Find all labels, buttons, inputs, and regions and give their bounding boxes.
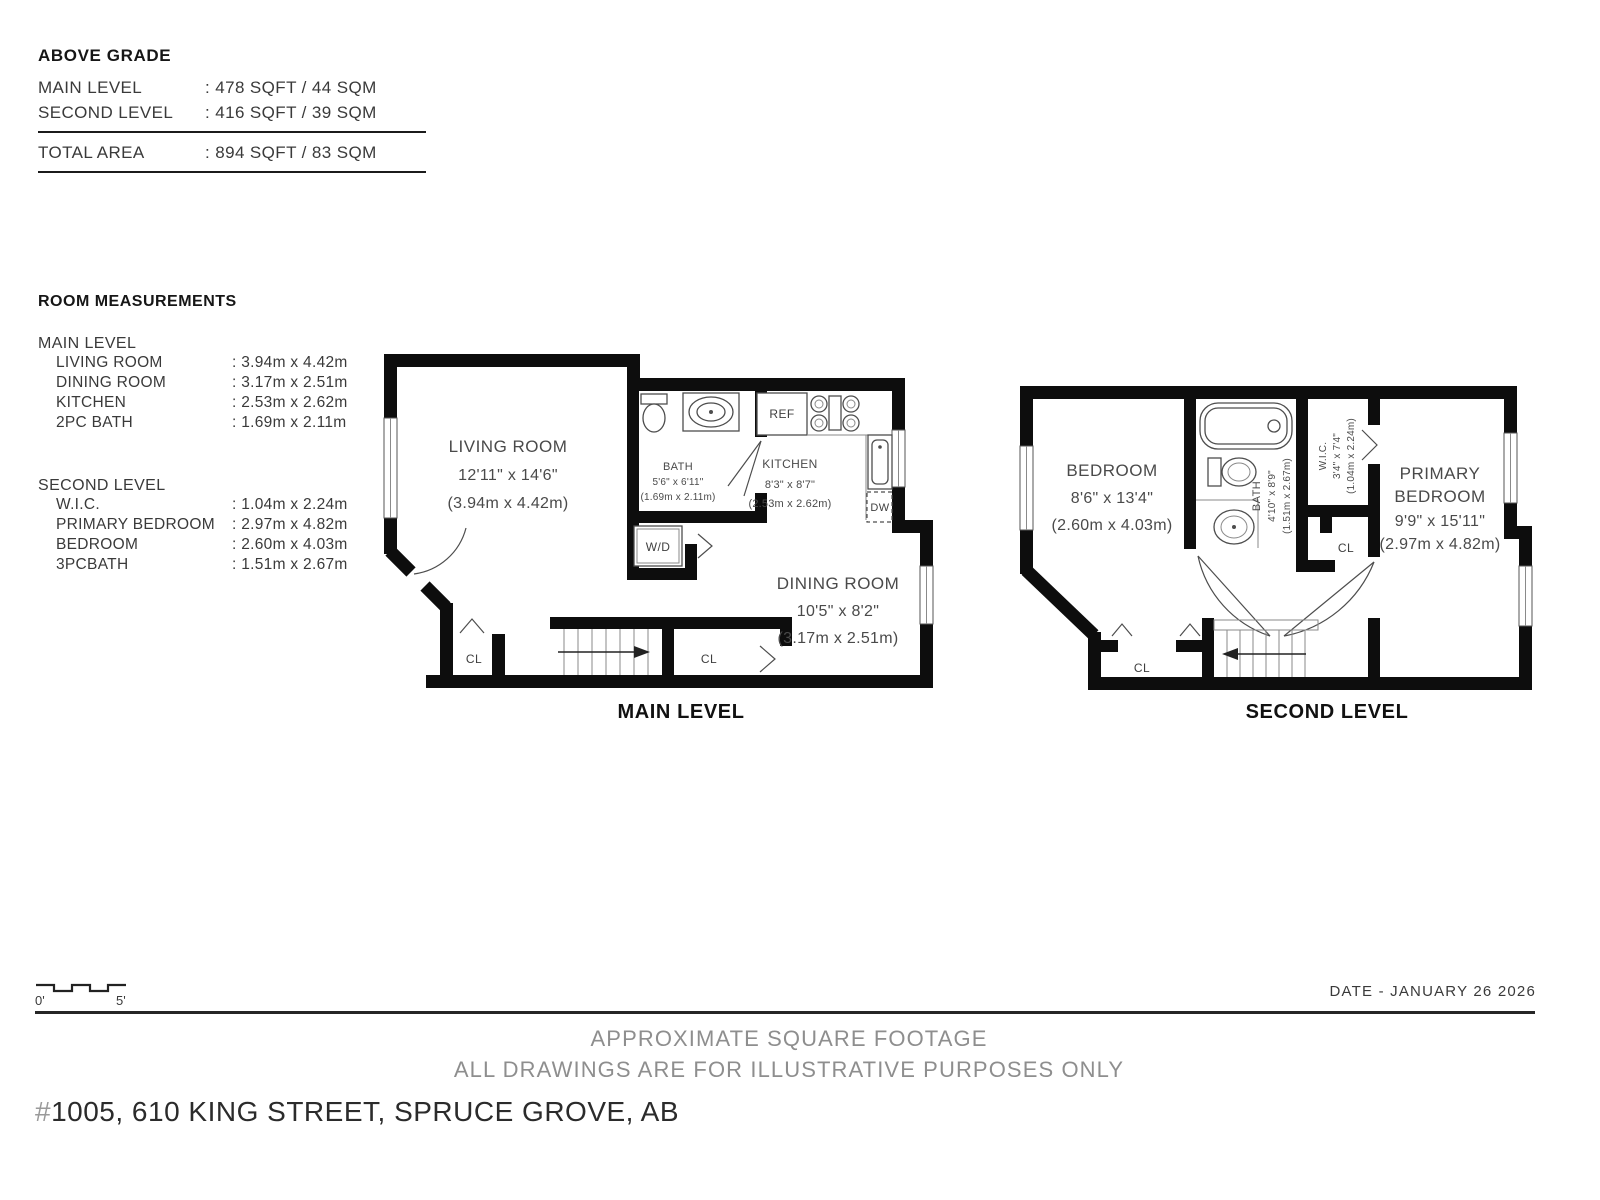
main-level-plan-title: MAIN LEVEL (617, 701, 745, 723)
row-label: PRIMARY BEDROOM (56, 516, 215, 533)
above-grade-summary (38, 46, 438, 180)
primary-bedroom-imperial: 9'9" x 15'11" (1394, 513, 1486, 530)
door-mark (698, 534, 712, 558)
living-room-label: LIVING ROOM (448, 437, 568, 456)
wic-imperial: 3'4" x 7'4" (1332, 433, 1343, 479)
stairs-down (1214, 620, 1318, 677)
row-value: : 3.17m x 2.51m (232, 374, 348, 391)
bathroom-sink-icon (1196, 500, 1258, 548)
bathtub-icon (1200, 403, 1292, 449)
primary-bedroom-label-2: BEDROOM (1394, 487, 1486, 506)
bedroom-label: BEDROOM (1066, 461, 1158, 480)
wic-label: W.I.C. (1318, 441, 1329, 471)
kitchen-metric: (2.53m x 2.62m) (748, 498, 832, 510)
door-mark (460, 619, 484, 633)
area-row-main-value: : 478 SQFT / 44 SQM (205, 78, 377, 97)
row-label: DINING ROOM (56, 374, 167, 391)
area-row-second-label: SECOND LEVEL (38, 103, 174, 122)
closet-label: CL (1133, 661, 1151, 675)
bath-label: BATH (1251, 480, 1263, 512)
bath-imperial: 4'10" x 8'9" (1267, 470, 1278, 522)
bath-imperial: 5'6" x 6'11" (652, 477, 704, 488)
row-value: : 1.51m x 2.67m (232, 556, 348, 573)
property-address (35, 1096, 679, 1128)
main-level-plan (378, 346, 948, 712)
wic-door-mark (1362, 430, 1377, 460)
row-value: : 2.60m x 4.03m (232, 536, 348, 553)
area-row-main-label: MAIN LEVEL (38, 78, 143, 97)
bedroom-imperial: 8'6" x 13'4" (1070, 490, 1154, 507)
row-label: KITCHEN (56, 394, 127, 411)
divider (38, 171, 426, 173)
area-row-second-value: : 416 SQFT / 39 SQM (205, 103, 377, 122)
bath-door (728, 441, 761, 496)
bedroom-metric: (2.60m x 4.03m) (1051, 517, 1173, 534)
row-value: : 3.94m x 4.42m (232, 354, 348, 371)
closet-label: CL (465, 652, 483, 666)
bath-label: BATH (662, 461, 694, 473)
row-value: : 1.69m x 2.11m (232, 414, 347, 431)
living-room-imperial: 12'11" x 14'6" (458, 467, 558, 484)
entry-door-arc (414, 528, 466, 574)
row-label: LIVING ROOM (56, 354, 163, 371)
scale-start-label: 0' (35, 993, 45, 1008)
footer-divider (35, 1011, 1535, 1014)
wic-metric: (1.04m x 2.24m) (1346, 418, 1357, 494)
area-row-total-label: TOTAL AREA (38, 143, 145, 162)
stairs-arrow (1222, 648, 1238, 660)
bath-metric: (1.51m x 2.67m) (1282, 458, 1293, 534)
row-value: : 1.04m x 2.24m (232, 496, 348, 513)
main-level-section-title: MAIN LEVEL (38, 335, 137, 352)
area-row-total-value: : 894 SQFT / 83 SQM (205, 143, 377, 162)
divider (38, 131, 426, 133)
living-room-metric: (3.94m x 4.42m) (447, 495, 569, 512)
room-measurements-title: ROOM MEASUREMENTS (38, 293, 237, 310)
wd-label: W/D (645, 540, 671, 554)
date-label: DATE - JANUARY 26 2026 (1329, 983, 1536, 1000)
door-mark (1112, 624, 1132, 636)
dining-room-label: DINING ROOM (776, 574, 900, 593)
toilet-icon (1208, 458, 1256, 486)
row-label: 2PC BATH (56, 414, 134, 431)
address-text: 1005, 610 KING STREET, SPRUCE GROVE, AB (51, 1096, 680, 1127)
primary-bedroom-metric: (2.97m x 4.82m) (1379, 536, 1501, 553)
dining-room-metric: (3.17m x 2.51m) (777, 630, 899, 647)
disclaimer-line-1: APPROXIMATE SQUARE FOOTAGE (590, 1026, 988, 1051)
bathroom-sink-icon (683, 393, 739, 431)
area-row-main (38, 75, 438, 100)
ref-label: REF (769, 407, 795, 421)
row-label: 3PCBATH (56, 556, 129, 573)
row-label: BEDROOM (56, 536, 139, 553)
closet-label: CL (700, 652, 718, 666)
disclaimer-line-2: ALL DRAWINGS ARE FOR ILLUSTRATIVE PURPOSES ONLY (453, 1057, 1125, 1082)
hall-door-arcs (1198, 556, 1374, 636)
address-hash: # (35, 1096, 52, 1127)
dw-label: DW (870, 502, 890, 514)
toilet-icon (641, 394, 667, 432)
kitchen-imperial: 8'3" x 8'7" (764, 479, 816, 491)
second-level-plan-title: SECOND LEVEL (1245, 701, 1409, 723)
scale-end-label: 5' (116, 993, 126, 1008)
area-row-total (38, 140, 438, 165)
closet-label: CL (1337, 541, 1355, 555)
second-level-section-title: SECOND LEVEL (38, 477, 166, 494)
area-row-second (38, 100, 438, 125)
door-mark (760, 646, 775, 672)
second-level-plan (1012, 378, 1540, 712)
kitchen-label: KITCHEN (762, 457, 818, 471)
row-label: W.I.C. (56, 496, 100, 513)
above-grade-title: ABOVE GRADE (38, 46, 172, 65)
dining-room-imperial: 10'5" x 8'2" (796, 603, 880, 620)
stairs-up (558, 629, 650, 675)
row-value: : 2.53m x 2.62m (232, 394, 348, 411)
primary-bedroom-label-1: PRIMARY (1399, 464, 1481, 483)
stove-icon (807, 396, 892, 435)
door-mark (1180, 624, 1200, 636)
row-value: : 2.97m x 4.82m (232, 516, 348, 533)
bath-metric: (1.69m x 2.11m) (640, 492, 716, 503)
